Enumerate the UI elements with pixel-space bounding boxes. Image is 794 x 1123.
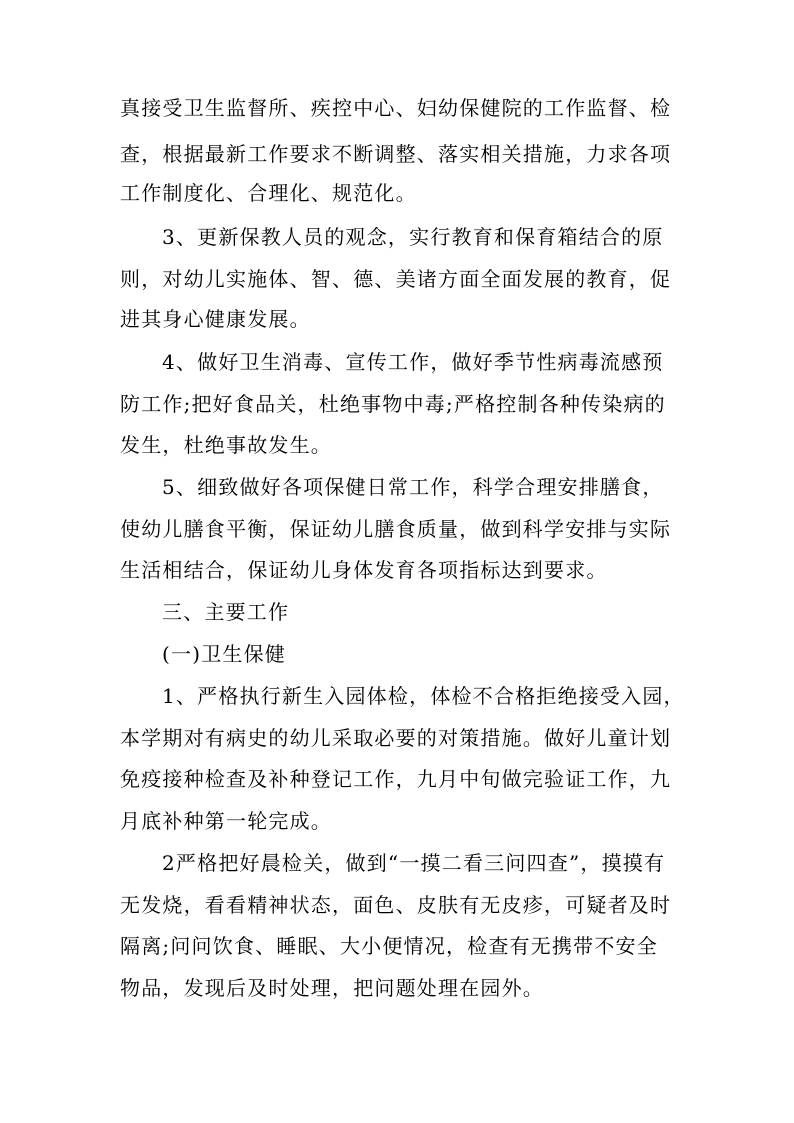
subsection-heading: (一)卫生保健 [162, 642, 287, 666]
text-line: 物品，发现后及时处理，把问题处理在园外。 [120, 976, 544, 1000]
section-heading: 三、主要工作 [162, 600, 290, 624]
text-line: 无发烧，看看精神状态，面色、皮肤有无皮疹，可疑者及时 [120, 893, 672, 917]
text-line: 真接受卫生监督所、疾控中心、妇幼保健院的工作监督、检 [120, 96, 672, 120]
text-line: 隔离;问问饮食、睡眠、大小便情况，检查有无携带不安全 [120, 934, 658, 958]
text-line: 查，根据最新工作要求不断调整、落实相关措施，力求各项 [120, 142, 672, 166]
text-line: 发生，杜绝事故发生。 [120, 433, 332, 457]
text-line: 4、做好卫生消毒、宣传工作，做好季节性病毒流感预 [162, 350, 664, 374]
text-line: 生活相结合，保证幼儿身体发育各项指标达到要求。 [120, 558, 608, 582]
text-line: 月底补种第一轮完成。 [120, 809, 332, 833]
text-line: 工作制度化、合理化、规范化。 [120, 181, 417, 205]
text-line: 使幼儿膳食平衡，保证幼儿膳食质量，做到科学安排与实际 [120, 517, 672, 541]
text-line: 2严格把好晨检关，做到“一摸二看三问四查”，摸摸有 [162, 851, 666, 875]
text-line: 1、严格执行新生入园体检，体检不合格拒绝接受入园， [162, 684, 685, 708]
text-line: 防工作;把好食品关，杜绝事物中毒;严格控制各种传染病的 [120, 392, 666, 416]
text-line: 本学期对有病史的幼儿采取必要的对策措施。做好儿童计划 [120, 726, 672, 750]
text-line: 进其身心健康发展。 [120, 307, 311, 331]
text-line: 5、细致做好各项保健日常工作，科学合理安排膳食， [162, 475, 664, 499]
text-line: 免疫接种检查及补种登记工作，九月中旬做完验证工作，九 [120, 767, 672, 791]
text-line: 则，对幼儿实施体、智、德、美诸方面全面发展的教育，促 [120, 267, 672, 291]
text-line: 3、更新保教人员的观念，实行教育和保育箱结合的原 [162, 225, 664, 249]
